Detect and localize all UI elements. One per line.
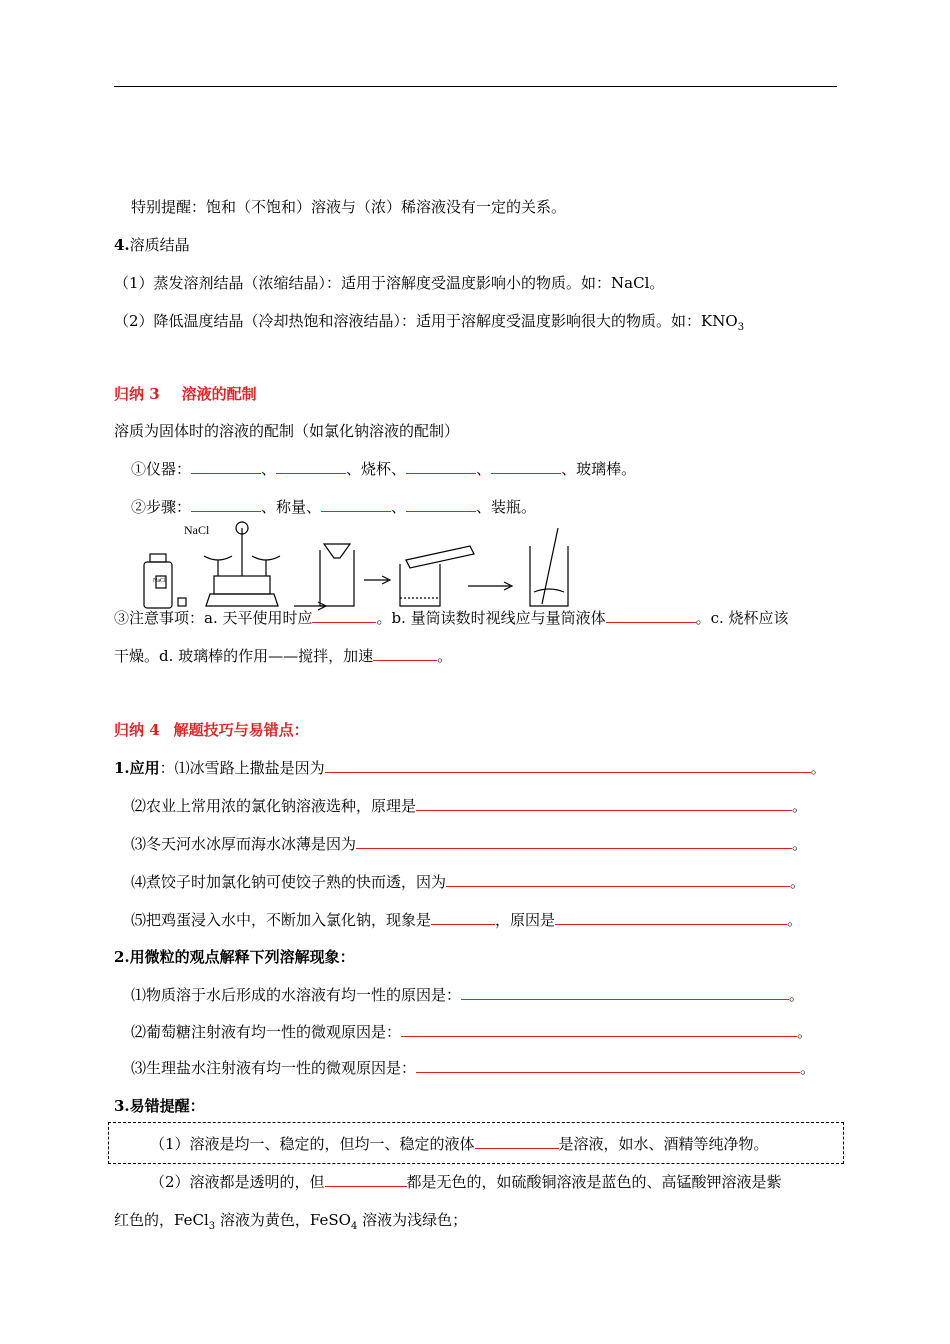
answer-blank[interactable] xyxy=(431,910,495,925)
light-green-text: 溶液为浅绿色； xyxy=(357,1211,468,1229)
procedure-diagram xyxy=(138,520,608,612)
error-tip-2 xyxy=(150,1172,782,1192)
left-pan xyxy=(204,556,232,560)
answer-blank[interactable] xyxy=(606,608,696,623)
microscopic-q3-text: ⑶生理盐水注射液有均一性的微观原因是： xyxy=(131,1059,417,1077)
reagent-bottle xyxy=(144,562,172,608)
answer-blank[interactable] xyxy=(446,872,790,887)
separator: 、称量、 xyxy=(261,498,322,516)
notes-b: 。b. 量筒读数时视线应与量筒液体 xyxy=(376,609,606,627)
microscopic-q1 xyxy=(131,985,804,1005)
application-q5-text-b: ，原因是 xyxy=(495,911,556,929)
error-tip-1-text-b: 是溶液，如水、酒精等纯净物。 xyxy=(558,1135,769,1153)
application-q3 xyxy=(131,834,807,854)
summary-4-label: 归纳 4 xyxy=(114,721,160,739)
answer-blank[interactable] xyxy=(491,459,561,474)
separator: 、 xyxy=(391,498,407,516)
microscopic-q2 xyxy=(131,1022,812,1042)
application-q2-text: ⑵农业上常用浓的氯化钠溶液选种，原理是 xyxy=(131,797,417,815)
error-tips-title: 3.易错提醒： xyxy=(114,1097,205,1115)
error-tip-2-text-b: 都是无色的，如硫酸铜溶液是蓝色的、高锰酸钾溶液是紫 xyxy=(406,1173,782,1191)
summary-3-heading xyxy=(114,384,257,404)
error-tip-2-continued xyxy=(114,1210,467,1237)
bottle-nacl-label: NaCl xyxy=(153,578,166,584)
crystallization-item-2-text: （2）降低温度结晶（冷却热饱和溶液结晶）：适用于溶解度受温度影响很大的物质。如：KNO xyxy=(114,312,738,330)
notes-line-2 xyxy=(114,646,452,666)
instruments-label: ①仪器： xyxy=(131,460,192,478)
answer-blank[interactable] xyxy=(312,608,376,623)
separator: 、烧杯、 xyxy=(346,460,407,478)
subscript: 4 xyxy=(350,1221,358,1232)
section-4-title: 溶质结晶 xyxy=(129,236,190,254)
subscript: 3 xyxy=(737,322,745,333)
period: 。 xyxy=(789,986,805,1004)
period: 。 xyxy=(792,835,808,853)
microscopic-title: 2.用微粒的观点解释下列溶解现象： xyxy=(114,948,355,966)
beaker-2 xyxy=(400,564,440,606)
error-tip-2-text-a: （2）溶液都是透明的，但 xyxy=(150,1173,325,1191)
notes-a: ③注意事项：a. 天平使用时应 xyxy=(114,609,313,627)
period: 。 xyxy=(800,1059,816,1077)
stirring-wave xyxy=(534,589,564,592)
beaker-3 xyxy=(530,546,568,606)
summary-3-title: 溶液的配制 xyxy=(181,385,257,403)
answer-blank[interactable] xyxy=(401,1022,797,1037)
right-pan xyxy=(252,556,280,560)
bottle-stopper xyxy=(150,554,166,562)
answer-blank[interactable] xyxy=(406,497,476,512)
application-title: 1.应用 xyxy=(114,759,160,777)
preparation-intro: 溶质为固体时的溶液的配制（如氯化钠溶液的配制） xyxy=(114,422,460,440)
answer-blank[interactable] xyxy=(191,459,261,474)
separator: 、 xyxy=(261,460,277,478)
balance-body xyxy=(214,576,270,594)
application-q2 xyxy=(131,796,807,816)
instruments-end: 、玻璃棒。 xyxy=(561,460,637,478)
answer-blank[interactable] xyxy=(191,497,261,512)
weighing-paper xyxy=(324,544,350,558)
summary-4-heading xyxy=(114,720,309,740)
error-tip-1 xyxy=(150,1134,769,1154)
fecl3-text: 红色的，FeCl xyxy=(114,1211,209,1229)
answer-blank[interactable] xyxy=(373,646,437,661)
period: 。 xyxy=(790,873,806,891)
notes-d: 干燥。d. 玻璃棒的作用——搅拌，加速 xyxy=(114,647,374,665)
answer-blank[interactable] xyxy=(321,497,391,512)
steps-label: ②步骤： xyxy=(131,498,192,516)
subscript: 3 xyxy=(208,1221,216,1232)
answer-blank[interactable] xyxy=(325,1172,407,1187)
application-q5 xyxy=(131,910,802,930)
section-4-heading xyxy=(114,235,190,255)
glass-rod xyxy=(542,528,558,604)
microscopic-q3 xyxy=(131,1058,815,1078)
balance-base xyxy=(206,594,278,606)
reminder-text: 特别提醒：饱和（不饱和）溶液与（浓）稀溶液没有一定的关系。 xyxy=(131,198,567,216)
application-q1-text: ：⑴冰雪路上撒盐是因为 xyxy=(159,759,325,777)
weight-block xyxy=(178,598,186,606)
crystallization-item-2 xyxy=(114,311,744,338)
period: 。 xyxy=(810,759,826,777)
period: 。 xyxy=(797,1023,813,1041)
answer-blank[interactable] xyxy=(555,910,787,925)
notes-end: 。 xyxy=(437,647,453,665)
answer-blank[interactable] xyxy=(475,1134,559,1149)
answer-blank[interactable] xyxy=(406,459,476,474)
application-q5-text-a: ⑸把鸡蛋浸入水中，不断加入氯化钠，现象是 xyxy=(131,911,432,929)
instruments-line xyxy=(131,459,636,479)
steps-end: 、装瓶。 xyxy=(476,498,537,516)
feso4-text: 溶液为黄色，FeSO xyxy=(215,1211,351,1229)
answer-blank[interactable] xyxy=(325,758,811,773)
summary-3-label: 归纳 3 xyxy=(114,385,160,403)
application-q3-text: ⑶冬天河水冰厚而海水冰薄是因为 xyxy=(131,835,357,853)
header-rule xyxy=(114,86,837,87)
microscopic-q2-text: ⑵葡萄糖注射液有均一性的微观原因是： xyxy=(131,1023,402,1041)
nacl-label: NaCl xyxy=(184,523,210,537)
section-4-number: 4. xyxy=(114,236,130,254)
period: 。 xyxy=(787,911,803,929)
answer-blank[interactable] xyxy=(416,796,792,811)
answer-blank[interactable] xyxy=(461,985,789,1000)
steps-line xyxy=(131,497,536,517)
application-q4-text: ⑷煮饺子时加氯化钠可使饺子熟的快而透，因为 xyxy=(131,873,447,891)
application-q1 xyxy=(114,758,826,778)
separator: 、 xyxy=(476,460,492,478)
application-q4 xyxy=(131,872,805,892)
answer-blank[interactable] xyxy=(356,834,792,849)
period: 。 xyxy=(792,797,808,815)
microscopic-q1-text: ⑴物质溶于水后形成的水溶液有均一性的原因是： xyxy=(131,986,462,1004)
preparation-procedure-figure xyxy=(138,520,608,612)
error-tip-1-text-a: （1）溶液是均一、稳定的，但均一、稳定的液体 xyxy=(150,1135,475,1153)
summary-4-title: 解题技巧与易错点： xyxy=(173,721,309,739)
notes-c: 。c. 烧杯应该 xyxy=(695,609,789,627)
notes-line-1 xyxy=(114,608,789,628)
crystallization-item-1: （1）蒸发溶剂结晶（浓缩结晶）：适用于溶解度受温度影响小的物质。如：NaCl。 xyxy=(114,274,665,292)
answer-blank[interactable] xyxy=(416,1058,800,1073)
answer-blank[interactable] xyxy=(276,459,346,474)
